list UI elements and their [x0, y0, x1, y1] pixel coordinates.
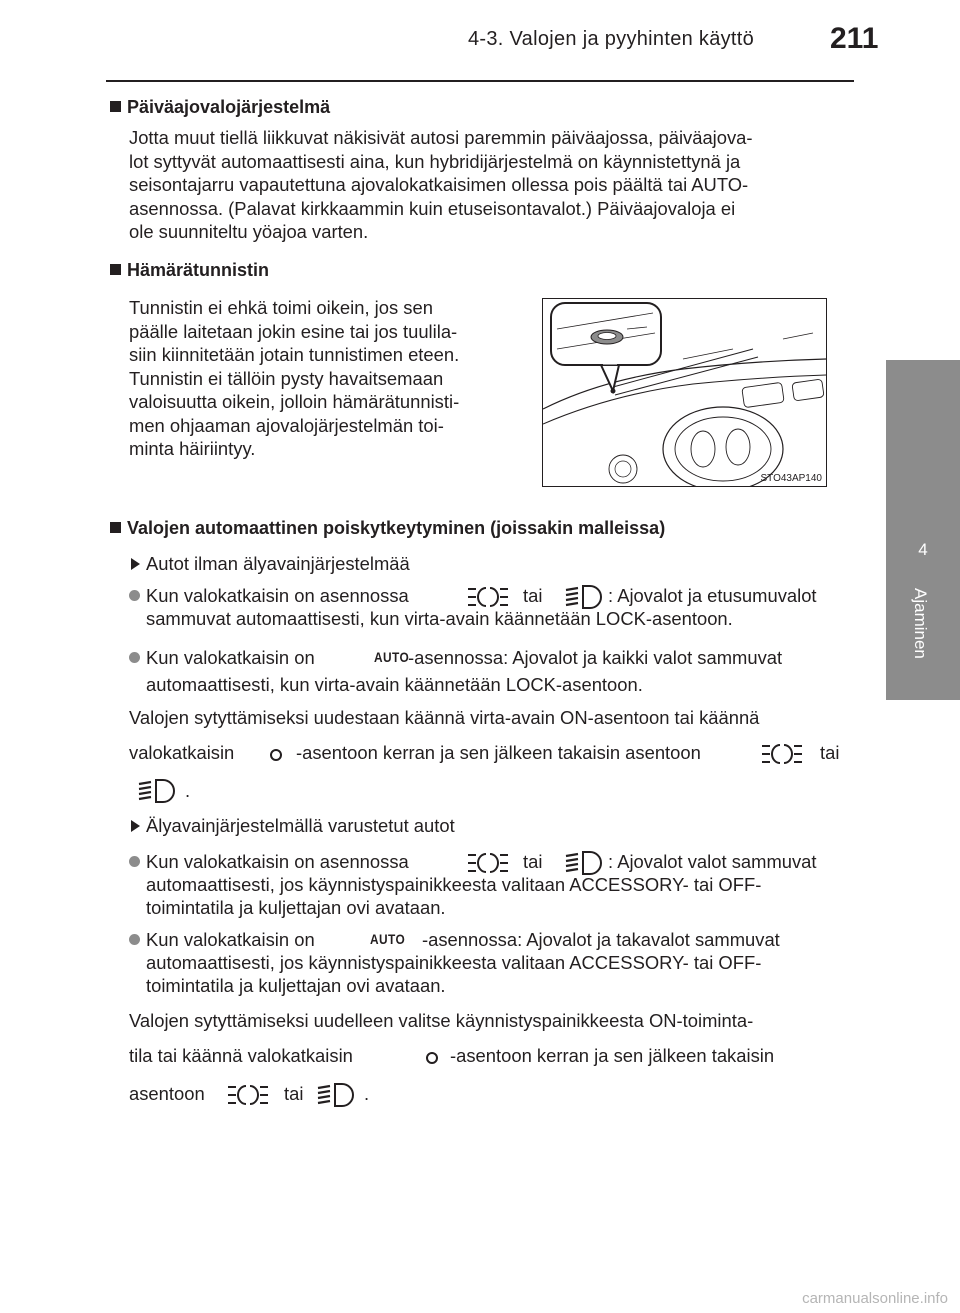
text-run: tai [284, 1083, 304, 1104]
off-position-icon [424, 1050, 440, 1066]
dashboard-sensor-illustration [542, 298, 827, 487]
text-line: toimintatila ja kuljettajan ovi avataan. [146, 897, 446, 918]
text-run: : Ajovalot valot sammuvat [608, 851, 817, 872]
text-run: Kun valokatkaisin on asennossa [146, 585, 409, 606]
text-run: Kun valokatkaisin on [146, 929, 315, 950]
text-line: automaattisesti, jos käynnistyspainikkeesta valitaan ACCESSORY- tai OFF- [146, 874, 762, 895]
text-run: -asennossa: Ajovalot ja kaikki valot sammuvat [408, 647, 783, 668]
headlight-icon [137, 777, 177, 805]
dashboard-drawing [543, 299, 826, 486]
square-bullet-icon [110, 522, 121, 533]
text-line: valoisuutta oikein, jolloin hämärätunnisti- [129, 391, 460, 412]
text-line: automaattisesti, kun virta-avain käännetään LOCK-asentoon. [146, 674, 643, 695]
header-rule [106, 80, 854, 82]
parking-light-icon [466, 583, 510, 611]
parking-light-icon [760, 740, 804, 768]
text-run: tai [523, 585, 543, 606]
subheading-text: Älyavainjärjestelmällä varustetut autot [146, 815, 455, 836]
circle-bullet-icon [129, 652, 140, 663]
text-line: sammuvat automaattisesti, kun virta-avain käännetään LOCK-asentoon. [146, 608, 733, 629]
section-heading-text: Päiväajovalojärjestelmä [127, 97, 331, 117]
headlight-icon [564, 849, 604, 877]
page-number: 211 [830, 22, 879, 55]
text-run: . [364, 1083, 370, 1104]
text-run: -asentoon kerran ja sen jälkeen takaisin asentoon [296, 742, 701, 763]
watermark: carmanualsonline.info [802, 1290, 948, 1307]
subheading-no-smart-key [131, 553, 410, 575]
figure-id: STO43AP140 [760, 473, 822, 484]
text-line: seisontajarru vapautettuna ajovalokatkaisimen ollessa pois päältä tai AUTO- [129, 174, 749, 195]
circle-bullet-icon [129, 934, 140, 945]
chapter-title: 4-3. Valojen ja pyyhinten käyttö [468, 28, 755, 50]
section-heading-drl [110, 97, 330, 118]
subheading-text: Autot ilman älyavainjärjestelmää [146, 553, 410, 574]
parking-light-icon [226, 1081, 270, 1109]
drl-paragraph [129, 126, 841, 244]
section-heading-text: Valojen automaattinen poiskytkeytyminen (joissakin malleissa) [127, 518, 666, 538]
text-line: asennossa. (Palavat kirkkaammin kuin etuseisontavalot.) Päiväajovaloja ei [129, 197, 736, 219]
bullet-text [129, 647, 315, 669]
circle-bullet-icon [129, 856, 140, 867]
text-line: päälle laitetaan jokin esine tai jos tuulila- [129, 320, 458, 342]
text-run: tai [523, 851, 543, 872]
section-heading-auto-off [110, 518, 665, 539]
chapter-tab-number: 4 [918, 540, 928, 559]
square-bullet-icon [110, 264, 121, 275]
text-run: Kun valokatkaisin on asennossa [146, 851, 409, 872]
auto-mode-icon: AUTO [374, 649, 410, 665]
text-line: toimintatila ja kuljettajan ovi avataan. [146, 975, 446, 996]
text-run: -asentoon kerran ja sen jälkeen takaisin [450, 1045, 775, 1066]
bullet-text [129, 929, 315, 951]
text-line: Valojen sytyttämiseksi uudestaan käännä virta-avain ON-asentoon tai käännä [129, 707, 760, 728]
text-run: tai [820, 742, 840, 763]
text-line: lot syttyvät automaattisesti aina, kun hybridijärjestelmä on käynnistettynä ja [129, 150, 741, 172]
chapter-tab-label: Ajaminen [911, 588, 930, 659]
subheading-smart-key [131, 815, 455, 837]
bullet-text [129, 585, 409, 607]
circle-bullet-icon [129, 590, 140, 601]
text-line: ole suunniteltu yöajoa varten. [129, 221, 369, 242]
triangle-bullet-icon [131, 820, 140, 832]
text-run: tila tai käännä valokatkaisin [129, 1045, 353, 1066]
text-line: Tunnistin ei tällöin pysty havaitsemaan [129, 367, 444, 389]
text-line: Valojen sytyttämiseksi uudelleen valitse käynnistyspainikkeesta ON-toiminta- [129, 1010, 754, 1031]
text-run: asentoon [129, 1083, 205, 1104]
text-run: -asennossa: Ajovalot ja takavalot sammuvat [422, 929, 780, 950]
section-heading-text: Hämärätunnistin [127, 260, 270, 280]
section-heading-sensor [110, 260, 269, 281]
text-line: minta häiriintyy. [129, 438, 256, 459]
text-line: automaattisesti, jos käynnistyspainikkeesta valitaan ACCESSORY- tai OFF- [146, 952, 762, 973]
headlight-icon [564, 583, 604, 611]
bullet-text [129, 851, 409, 873]
auto-mode-icon: AUTO [370, 931, 406, 947]
text-run: . [185, 780, 191, 801]
text-line: Tunnistin ei ehkä toimi oikein, jos sen [129, 297, 433, 318]
square-bullet-icon [110, 101, 121, 112]
parking-light-icon [466, 849, 510, 877]
off-position-icon [268, 747, 284, 763]
text-run: Kun valokatkaisin on [146, 647, 315, 668]
text-line: Jotta muut tiellä liikkuvat näkisivät autosi paremmin päiväajossa, päiväajova- [129, 127, 753, 148]
triangle-bullet-icon [131, 558, 140, 570]
sensor-paragraph [129, 296, 517, 461]
text-line: siin kiinnitetään jotain tunnistimen eteen. [129, 344, 460, 365]
text-run: : Ajovalot ja etusumuvalot [608, 585, 817, 606]
text-run: valokatkaisin [129, 742, 235, 763]
headlight-icon [316, 1081, 356, 1109]
text-line: men ohjaaman ajovalojärjestelmän toi- [129, 414, 444, 436]
